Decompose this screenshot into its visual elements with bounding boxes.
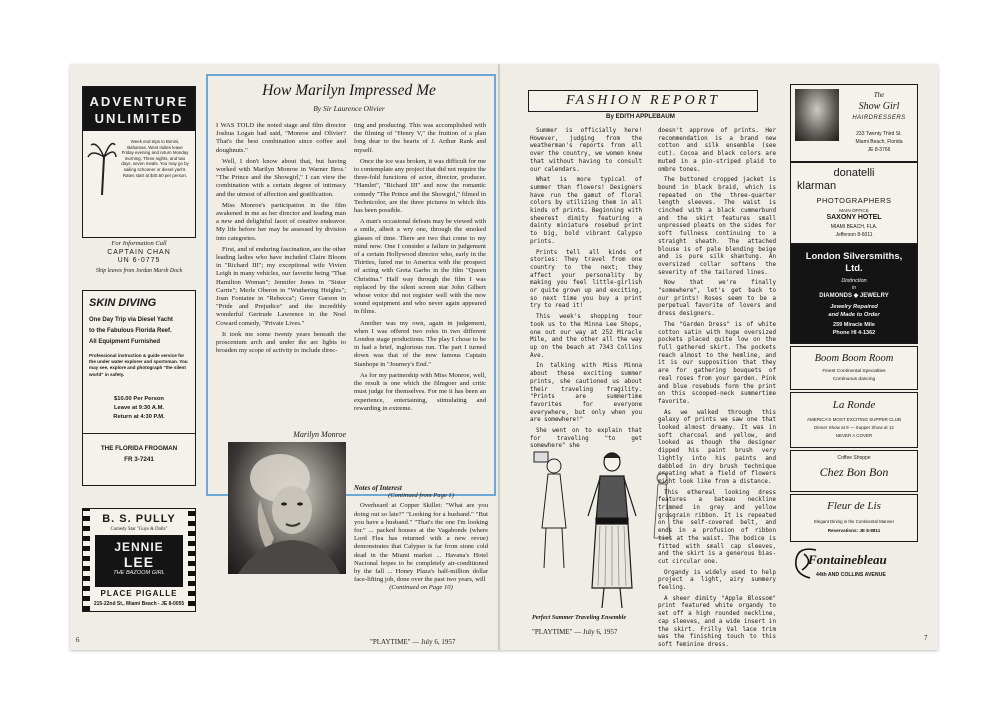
skin-diving-schedule	[83, 395, 195, 422]
marilyn-monroe-photo	[228, 442, 346, 574]
article-byline: By Sir Laurence Olivier	[313, 104, 385, 113]
notes-title: Notes of Interest	[354, 484, 402, 492]
show-girl-sub: HAIRDRESSERS	[852, 115, 906, 121]
bs-pully-ad	[82, 508, 196, 612]
skin-diving-phone: FR 3-7241	[124, 456, 154, 463]
fashion-col2-para: This ethereal looking dress features a bateau neckline trimmed in grey and yellow grosgrain ribbon. It is repeated on the self-covered belt, and ends in a profusion of ribbon ties at the waist. The bodice is fitted with small cap sleeves, and the skirt is a generous bias-cut circular one.	[658, 489, 776, 565]
london-items: DIAMONDS ◆ JEWELRY	[819, 293, 889, 299]
show-girl-phone: JE 8-3766	[867, 147, 891, 153]
skin-diving-ad	[82, 290, 196, 486]
fashion-col2-para: Organdy is widely used to help project a light, airy summery feeling.	[658, 569, 776, 592]
bazoom-girl: THE BAZOOM GIRL	[113, 570, 165, 576]
skin-diving-return: Return at 4:30 P.M.	[113, 414, 165, 420]
fashion-column-1	[530, 128, 642, 450]
fontainebleau-addr: 44th AND COLLINS AVENUE	[816, 572, 886, 578]
fashion-col1-para: Summer is officially here! However, judging from the weatherman's reports from all over the country, we women knew that without having to consult our calendars.	[530, 128, 642, 173]
article-col1-para: I WAS TOLD the noted stage and film director Joshua Logan had said, "Monroe and Olivier? That's the best combination since coffee and doughnuts."	[216, 122, 346, 154]
boom-line2: Continuous dancing	[832, 377, 876, 382]
la-ronde-ad	[790, 392, 918, 448]
skin-diving-line3: All Equipment Furnished	[89, 339, 161, 345]
show-girl-the: The	[873, 91, 885, 99]
show-girl-name: Show Girl	[858, 101, 900, 112]
palm-tree-illustration	[87, 135, 117, 195]
ronde-line1: AMERICA'S MOST EXCITING SUPPER CLUB	[806, 417, 902, 422]
adventure-title-line2: UNLIMITED	[94, 111, 184, 126]
donatelli-hotel: SAXONY HOTEL	[826, 214, 882, 221]
adventure-unlimited-ad	[82, 86, 196, 238]
article-col1-para: First, and of enduring fascination, are the other leading ladies who have included Claire Bloom in "Richard III"; my exceptional wife Vivien Leigh in many vehicles, our favorite being "That Hamilton Woman"; Jennifer Jones in "Sister Carrie"; Merle Oberon in "Wuthering Heights"; Joan Fontaine in "Rebecca"; Greer Garson in "Pride and Prejudice" and the incredibly wonderful Gertrude Lawrence in the Noel Coward comedy, "Private Lives."	[216, 245, 346, 327]
london-line2: and Made to Order	[828, 312, 880, 318]
notes-text: Overheard at Copper Skillet: "What are you doing out so late?" "Looking for a husband." "But you have a husband." "That's the one I'm looking for." ... packed houses at the Vagabonds (where Lord Flea has returned with a new revue) demonstrates that Calypso is far from stone cold dead in the Miami market ... Havana's Hotel Nacional hopes to be completely air-conditioned by the fall ... Honey Plaza's half-million dollar face-lifting job, done over the past two years, will	[354, 502, 488, 584]
notes-of-interest	[354, 484, 488, 634]
right-page	[500, 64, 938, 650]
skin-diving-leave: Leave at 9:30 A.M.	[113, 405, 165, 411]
fashion-col2-para: The buttoned cropped jacket is bound in black braid, which is repeated on the three-quarter length sleeves. The waist is cinched with a black cummerbund and the skirt features small unpressed pleats on the sides for soft fullness continuing to a straight sheath. The attached blouse is of pale blending beige and is pure silk shantung. An oversized collar softens the severity of the tailored lines.	[658, 177, 776, 276]
article-column-1	[216, 122, 346, 422]
skin-diving-line1: One Day Trip via Diesel Yacht	[89, 317, 173, 323]
article-col2-para: As for my partnership with Miss Monroe, well, the result is one which the filmgoer and critic must judge for themselves. For me it has been an experience, entertaining, stimulating and rewarding in extreme.	[354, 371, 486, 412]
fashion-column-2	[658, 128, 776, 648]
left-page	[70, 64, 500, 650]
show-girl-addr1: 233 Twenty Third St.	[856, 131, 902, 137]
article-col2-para: Once the ice was broken, it was difficult for me to contemplate any project that did not require the three-fold functions of actor, director, producer. "Hamlet", "Richard III" and now the romantic comedy "The Prince and the Showgirl," filmed in Technicolor, are the three pictures in which this has been possible.	[354, 157, 486, 215]
skin-diving-title: SKIN DIVING	[89, 297, 157, 309]
london-silversmiths-ad	[790, 244, 918, 344]
adventure-contact	[82, 240, 196, 274]
fashion-col2-para: As we walked through this galaxy of prints we saw one that looked almost dreamy. It was in soft charcoal and yellow, and looked as though the designer dipped his paint brush very lightly into his paints and dabbled in dry brush technique creating what a field of flowers might look like from a distance.	[658, 409, 776, 485]
fashion-col1-para: This week's shopping tour took us to the Minna Lee Shops, one out our way at 252 Miracle Mile, and the other all the way up on the beach at 7343 Collins Ave.	[530, 314, 642, 359]
article-col2-para: A man's occasional defeats may be viewed with a smile, albeit a wry one, through the smoked glasses of time. There are two that come to my mind now. One I consider a failure in judgement of a certain Hollywood director who, early in the Thirties, lured me to America with the prospect of acting with Greta Garbo in the film "Queen Christina." Half way through the film I was replaced by the silent screen star John Gilbert whose voice did not register well with the new sound equipment and who never again appeared in films.	[354, 218, 486, 316]
london-name1: London Silversmiths,	[805, 251, 903, 262]
ronde-line2: Dinner Show at 9 — Supper Show at 12	[814, 425, 894, 430]
article-col1-para: Miss Monroe's participation in the film awakened in me as her director and leading man a new and delightful facet of creative endeavor. My life before her may be assessed by division into categories.	[216, 201, 346, 242]
fashion-report-header	[528, 90, 758, 112]
show-girl-photo	[795, 89, 839, 141]
adventure-info: For Information Call	[111, 240, 167, 247]
london-name2: Ltd.	[845, 263, 863, 274]
lee-name: LEE	[123, 554, 155, 570]
pully-tagline: Comedy Star "Guys & Dolls"	[110, 527, 168, 532]
fleur-line1: Elegant Dining in the Continental Manner	[813, 519, 895, 524]
fashion-report-title: FASHION REPORT	[565, 93, 721, 108]
boom-boom-room-ad	[790, 346, 918, 390]
donatelli-city: MIAMI BEACH, FLA.	[830, 224, 878, 230]
pully-venue: PLACE PIGALLE	[100, 589, 178, 598]
show-girl-addr2: Miami Beach, Florida	[855, 139, 903, 145]
adventure-title-line1: ADVENTURE	[89, 94, 189, 109]
article-col2-para: ting and producing. This was accomplished with the filming of "Henry V," the fruition of a plan long dear to the hearts of J. Arthur Rank and myself.	[354, 122, 486, 154]
notes-continued: (Continued from Page 1)	[388, 492, 454, 500]
fontainebleau-ad	[790, 544, 920, 616]
pully-address: 215-22nd St., Miami Beach - JE 8-0055	[93, 601, 185, 607]
donatelli-name: donatelli	[833, 167, 875, 179]
london-in: in	[852, 285, 856, 291]
fleur-name: Fleur de Lis	[827, 500, 881, 512]
london-distinction: Distinction	[841, 278, 867, 284]
checker-border-left	[83, 509, 90, 611]
fontainebleau-name: Fontainebleau	[808, 552, 887, 567]
article-title: How Marilyn Impressed Me	[262, 82, 436, 99]
right-footer: "PLAYTIME" — July 6, 1957	[532, 628, 618, 636]
fleur-line2: Reservations: JE 8-8811	[827, 528, 881, 533]
bonbon-name: Chez Bon Bon	[819, 465, 889, 479]
left-footer: "PLAYTIME" — July 6, 1957	[370, 638, 456, 646]
right-page-number: 7	[924, 634, 928, 642]
fashion-byline: By EDITH APPLEBAUM	[606, 113, 675, 120]
boom-name: Boom Boom Room	[814, 353, 894, 364]
article-col1-para: Well, I don't know about that, but having worked with Marilyn Monroe in Warner Bros.' "The Prince and the Showgirl," I can view the combination with a certain degree of intimacy and the utmost of affection and gratification.	[216, 157, 346, 198]
article-col2-para: Another was my own, again in judgement, when I was offered two roles in two different London stage productions. The play I chose to be in had a brief, inglorious run. The part I turned down was that of the now famous Captain Stanhope in "Journey's End."	[354, 319, 486, 368]
article-col1-para: It took me some twenty years beneath the proscenium arch and under the arc lights to broaden my scope of activity to include direc-	[216, 330, 346, 355]
donatelli-klarman-ad	[790, 162, 918, 244]
skin-diving-company: THE FLORIDA FROGMAN	[100, 445, 178, 452]
skin-diving-body: Professional instruction & guide service for the under water explorer and sportsman. You may see, explore and photograph "the silent world" in safety.	[89, 353, 188, 377]
london-phone: Phone HI 4-1362	[832, 330, 876, 336]
fashion-col1-para: What is more typical of summer than flowers! Designers have run the gamut of floral colors by utilizing them in all kinds of prints. Beginning with sheerest dimity featuring a dainty miniature rosebud print to big, bold vibrant Calypso prints.	[530, 177, 642, 245]
pully-name: B. S. PULLY	[102, 513, 176, 525]
fashion-col1-para: She went on to explain that for traveling "to get somewhere" she	[530, 428, 642, 450]
jennie-lee-banner	[95, 535, 183, 587]
fashion-col2-para: Now that we're finally "somewhere", let's get back to our prints! Roses seem to be a perpetual favorite of lovers and dress designers.	[658, 280, 776, 318]
adventure-phone: UN 6-0775	[117, 257, 161, 264]
skin-diving-price: $10.00 Per Person	[114, 396, 164, 402]
notes-continued-on: (Continued on Page 10)	[389, 584, 453, 592]
donatelli-phone: Jefferson 8-6011	[835, 232, 873, 238]
london-line1: Jewelry Repaired	[830, 304, 878, 310]
skin-diving-line2: to the Fabulous Florida Reef.	[89, 328, 172, 334]
skin-diving-company-block	[83, 443, 195, 465]
article-column-2	[354, 122, 486, 482]
ronde-name: La Ronde	[832, 399, 876, 411]
checker-border-right	[188, 509, 195, 611]
ronde-line3: NEVER A COVER	[835, 433, 873, 438]
adventure-ad-header	[83, 87, 195, 131]
boom-line1: Finest Continental Specialties	[822, 369, 886, 374]
chez-bon-bon-ad	[790, 450, 918, 492]
adventure-captain: CAPTAIN CHAN	[107, 249, 171, 256]
fashion-col1-para: Prints tell all kinds of stories: They travel from one country to the next; they affect your personality by making you feel little-girlish or quite grown up and exciting, so next time you buy a print try to read it!	[530, 249, 642, 310]
photo-caption: Marilyn Monroe	[293, 430, 346, 439]
fashion-col2-para: The "Garden Dress" is of white cotton satin with huge oversized pockets placed quite low on the full gathered skirt. The pockets reach almost to the hemline, and it is our supposition that they are for gathering bouquets of real roses from your garden. Pink and blue rosebuds form the print on this scooped-neck summertime favorite.	[658, 321, 776, 405]
show-girl-ad	[790, 84, 918, 162]
illustration-caption: Perfect Summer Traveling Ensemble	[532, 614, 627, 621]
fashion-col2-para: A sheer dimity "Apple Blossom" print featured white organdy to set off a high rounded neckline, cap sleeves, and a wide insert in the skirt. Frilly Val lace trim was the finishing touch to this soft feminine dress.	[658, 595, 776, 648]
fashion-col2-para: doesn't approve of prints. Her recommendation is a brand new cotton and silk ensemble (see cut). Cocoa and black colors are muted in a pin-striped plaid to ombre tones.	[658, 128, 776, 173]
donatelli-office: MAIN OFFICE	[839, 208, 869, 213]
fleur-de-lis-ad	[790, 494, 918, 542]
klarman-name: klarman	[797, 180, 837, 192]
adventure-body: Week end trips to Bimini, Bahamas. West Indies leave Friday evening and return Monday morning. Three nights, and two days, seven meals. You may go by sailing schooner or diesel yacht. Rates start at $45.50 per person.	[121, 139, 189, 178]
left-page-number: 6	[76, 636, 80, 644]
bonbon-top: Coffee Shoppe	[837, 455, 871, 461]
fashion-col1-para: In talking with Miss Minna about these exciting summer prints, she cautioned us about their traveling fragility. "Prints are summertime favorites for everyone everywhere, but only when you are somewhere!"	[530, 363, 642, 424]
donatelli-sub: PHOTOGRAPHERS	[816, 196, 892, 205]
jennie-name: JENNIE	[114, 540, 164, 554]
london-addr: 259 Miracle Mile	[833, 322, 875, 328]
adventure-ship-note: Ship leaves from Jordan Marsh Dock	[95, 268, 183, 274]
skin-diving-divider	[83, 433, 195, 434]
